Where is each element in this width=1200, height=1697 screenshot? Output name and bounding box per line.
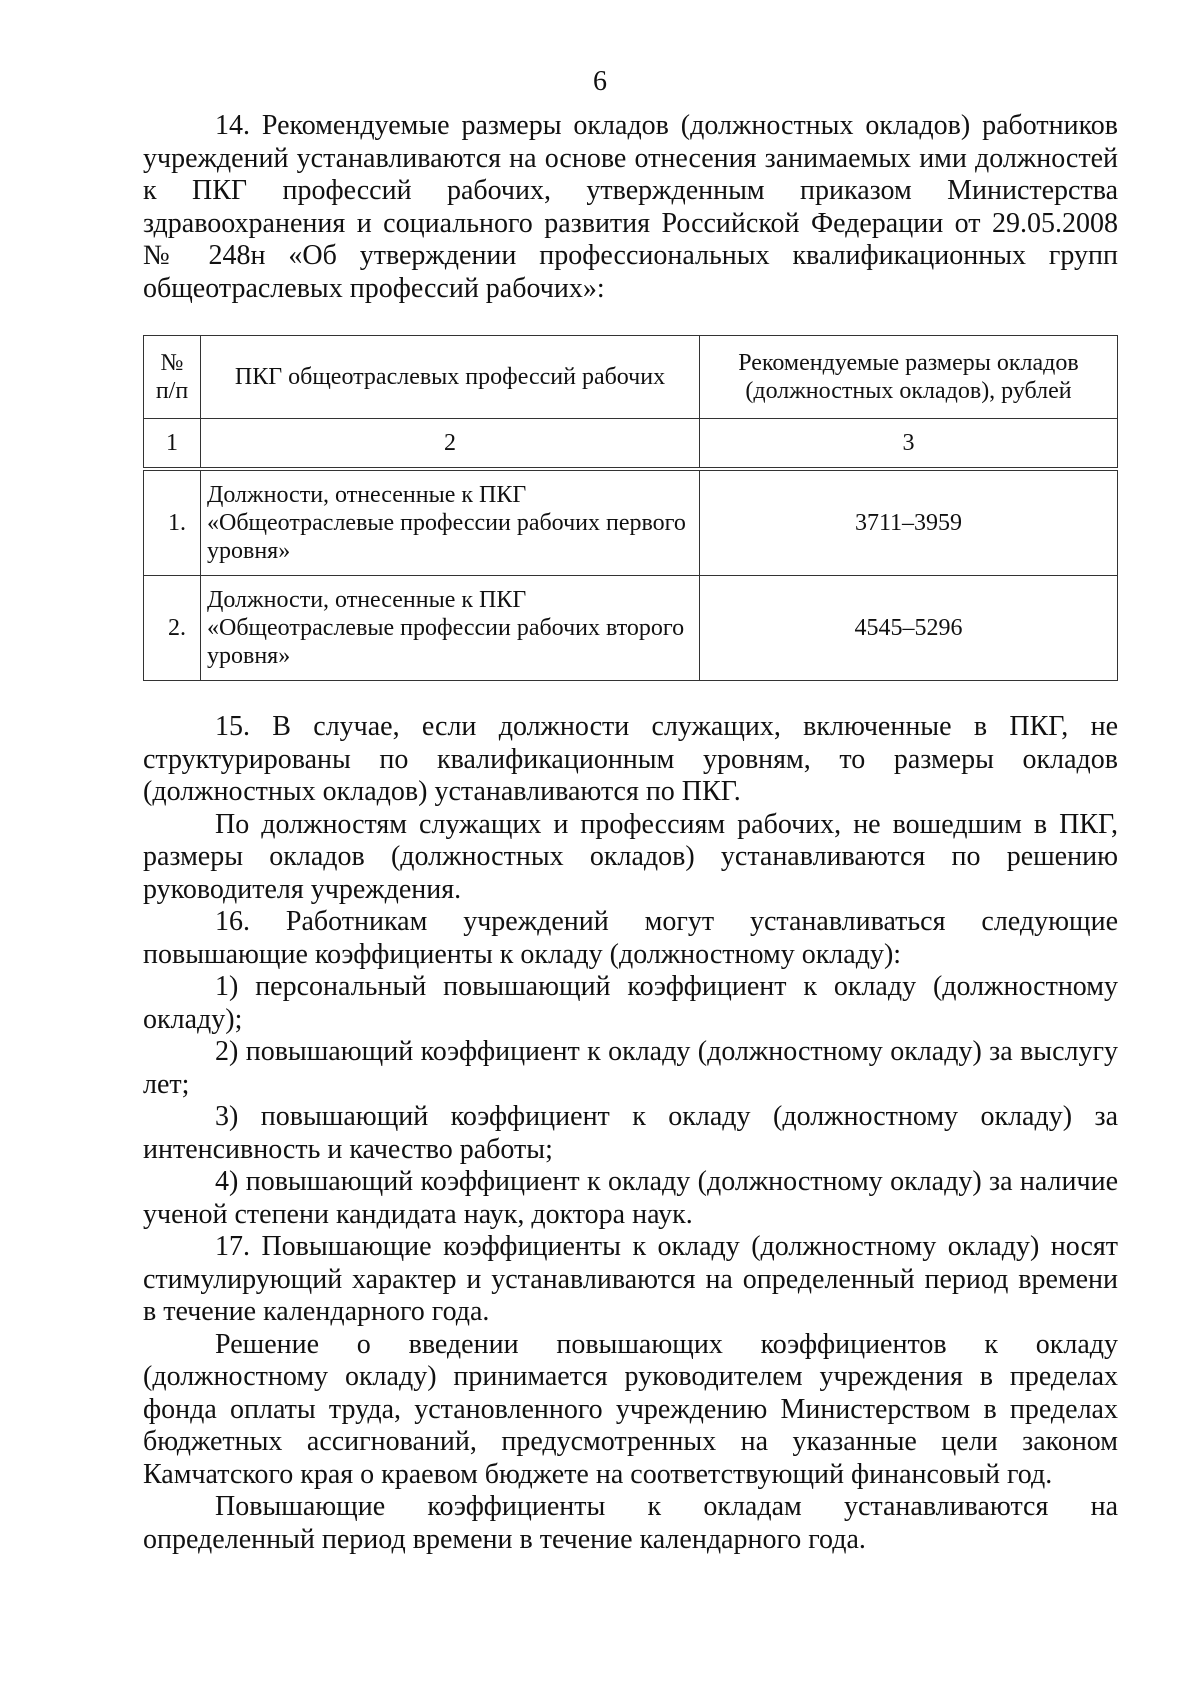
paragraph-17b: Решение о введении повышающих коэффициентов к окладу (должностному окладу) принимается руководителем учреждения в пределах фонда оплаты труда, установленного учреждению Министерством в пределах бюджетных ассигнований, предусмотренных на указанные цели законом Камчатского края о краевом бюджете на соответствующий финансовый год. bbox=[143, 1328, 1118, 1490]
paragraph-14: 14. Рекомендуемые размеры окладов (должностных окладов) работников учреждений устанавливаются на основе отнесения занимаемых ими должностей к ПКГ профессий рабочих, утвержденным приказом Министерства здравоохранения и социального развития Российской Федерации от 29.05.2008 № 248н «Об утверждении профессиональных квалификационных групп общеотраслевых профессий рабочих»: bbox=[143, 110, 1118, 304]
paragraph-15b: По должностям служащих и профессиям рабочих, не вошедшим в ПКГ, размеры окладов (должностных окладов) устанавливаются по решению руководителя учреждения. bbox=[143, 808, 1118, 905]
paragraph-15: 15. В случае, если должности служащих, включенные в ПКГ, не структурированы по квалификационным уровням, то размеры окладов (должностных окладов) устанавливаются по ПКГ. bbox=[143, 711, 1118, 807]
paragraph-16-item-2: 2) повышающий коэффициент к окладу (должностному окладу) за выслугу лет; bbox=[143, 1036, 1118, 1100]
table-row bbox=[144, 576, 1118, 681]
paragraph-16-item-4: 4) повышающий коэффициент к окладу (должностному окладу) за наличие ученой степени кандидата наук, доктора наук. bbox=[143, 1166, 1118, 1230]
header-salary: Рекомендуемые размеры окладов (должностных окладов), рублей bbox=[700, 336, 1118, 419]
paragraph-16: 16. Работникам учреждений могут устанавливаться следующие повышающие коэффициенты к окладу (должностному окладу): bbox=[143, 906, 1118, 970]
paragraph-16-item-1: 1) персональный повышающий коэффициент к окладу (должностному окладу); bbox=[143, 971, 1118, 1035]
row-salary: 3711–3959 bbox=[700, 469, 1118, 576]
salary-table-wrapper bbox=[143, 335, 1118, 681]
row-salary: 4545–5296 bbox=[700, 576, 1118, 681]
paragraph-17: 17. Повышающие коэффициенты к окладу (должностному окладу) носят стимулирующий характер и устанавливаются на определенный период времени в течение календарного года. bbox=[143, 1231, 1118, 1327]
table-header-row bbox=[144, 336, 1118, 419]
row-pkg: Должности, отнесенные к ПКГ «Общеотраслевые профессии рабочих второго уровня» bbox=[201, 576, 700, 681]
header-num: № п/п bbox=[144, 336, 201, 419]
salary-table bbox=[143, 335, 1118, 681]
header-pkg: ПКГ общеотраслевых профессий рабочих bbox=[201, 336, 700, 419]
row-num: 1. bbox=[144, 469, 201, 576]
table-column-numbers-row bbox=[144, 419, 1118, 470]
document-body bbox=[143, 110, 1118, 1556]
column-number: 1 bbox=[144, 419, 201, 470]
row-pkg: Должности, отнесенные к ПКГ «Общеотраслевые профессии рабочих первого уровня» bbox=[201, 469, 700, 576]
page-number: 6 bbox=[593, 66, 607, 97]
paragraph-16-item-3: 3) повышающий коэффициент к окладу (должностному окладу) за интенсивность и качество работы; bbox=[143, 1101, 1118, 1165]
column-number: 2 bbox=[201, 419, 700, 470]
column-number: 3 bbox=[700, 419, 1118, 470]
paragraph-17c: Повышающие коэффициенты к окладам устанавливаются на определенный период времени в течение календарного года. bbox=[143, 1491, 1118, 1555]
table-row bbox=[144, 469, 1118, 576]
row-num: 2. bbox=[144, 576, 201, 681]
